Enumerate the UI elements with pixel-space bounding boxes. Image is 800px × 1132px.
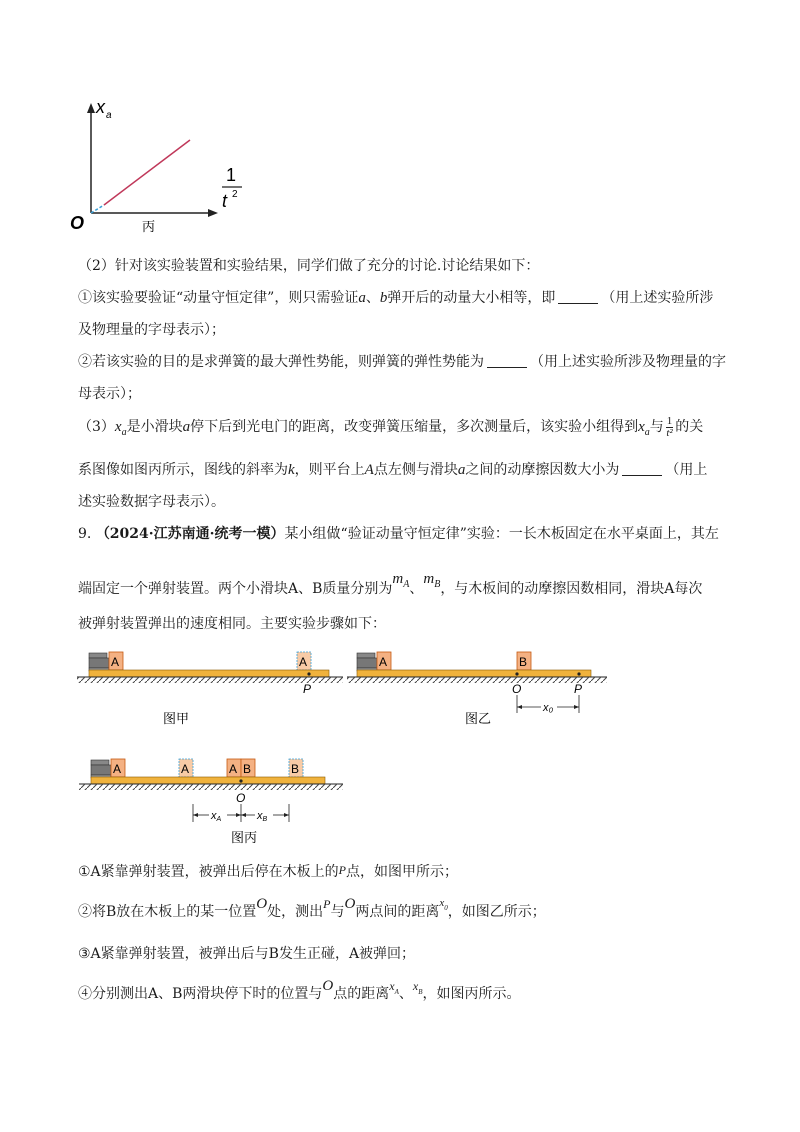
q3-line2-text-e: （用上 xyxy=(665,462,708,478)
q9-mass-b-sub: B xyxy=(434,578,441,590)
xb-arrowhead-left xyxy=(241,813,246,817)
launcher-body xyxy=(89,658,109,668)
step-2-x0-sub: 0 xyxy=(444,903,448,912)
q3-fraction xyxy=(666,416,674,439)
launcher-body xyxy=(357,658,377,668)
figure-jia xyxy=(75,645,350,730)
q3-var-a2: a xyxy=(457,462,466,478)
graph-x-den: t xyxy=(222,191,228,211)
point-o xyxy=(515,672,518,675)
step-4-xb-sub: B xyxy=(418,987,423,996)
q2-item2-text-c: 母表示）； xyxy=(78,386,141,402)
q3-var-x2: x xyxy=(638,419,645,435)
step-4-text-b: 点的距离 xyxy=(333,986,390,1002)
q2-item1-text-c: （用上述实验所涉 xyxy=(601,290,714,306)
q2-item1-var-b: b xyxy=(379,290,388,306)
q3-text-c: 停下后到光电门的距离，改变弹簧压缩量，多次测量后，该实验小组得到 xyxy=(190,419,639,435)
q3-answer-blank[interactable] xyxy=(622,461,662,476)
q3-text-b: 是小滑块 xyxy=(126,419,183,435)
label-o: O xyxy=(512,682,522,696)
step-2-text-a: ②将B放在木板上的某一位置 xyxy=(78,904,257,920)
label-p: P xyxy=(303,682,312,696)
step-2-text-b: 处，测出 xyxy=(267,904,324,920)
graph-dashed-segment xyxy=(91,205,104,213)
step-2-point-o2: O xyxy=(344,896,356,912)
board xyxy=(357,670,591,677)
q3-var-A: A xyxy=(364,462,374,478)
step-4-sep: 、 xyxy=(398,986,413,1002)
q2-intro xyxy=(78,256,539,276)
q9-line3 xyxy=(78,614,386,634)
block-a-label: A xyxy=(379,655,388,669)
figure-yi xyxy=(345,645,620,735)
figure-jia-caption: 图甲 xyxy=(163,711,190,726)
graph-origin: O xyxy=(70,213,85,233)
q3-frac-den: t² xyxy=(666,426,673,439)
label-p: P xyxy=(574,682,583,696)
block-a-final-label: A xyxy=(299,655,308,669)
step-2 xyxy=(78,896,546,930)
point-p xyxy=(577,672,580,675)
xb-arrowhead-right xyxy=(284,813,289,817)
q9-mass-a: m xyxy=(392,571,404,587)
q9-sep: 、 xyxy=(409,581,424,597)
launcher-body xyxy=(91,765,111,775)
q9-mass-b: m xyxy=(423,571,435,587)
q2-item1-text-b: 弹开后的动量大小相等，即 xyxy=(387,290,556,306)
q2-item2-line2 xyxy=(78,384,141,404)
step-1-text-a: ①A紧靠弹射装置，被弹出后停在木板上的 xyxy=(78,864,339,880)
step-1-text-b: 点，如图甲所示； xyxy=(346,864,459,880)
graph-x-exp: 2 xyxy=(232,189,238,200)
step-1-point-p: P xyxy=(338,863,347,877)
block-b-collision-label: B xyxy=(243,762,252,776)
q2-item1-text-d: 及物理量的字母表示）； xyxy=(78,322,225,338)
q2-item2-text-b: （用上述实验所涉及物理量的字 xyxy=(530,354,726,370)
block-a-label: A xyxy=(113,762,122,776)
q9-source: （2024·江苏南通·统考一模） xyxy=(95,526,285,542)
x-axis-arrow xyxy=(208,209,218,217)
q3-var-k: k xyxy=(288,462,295,478)
board xyxy=(91,777,325,784)
block-a-rebound-label: A xyxy=(181,762,190,776)
q9-line3-text: 被弹射装置弹出的速度相同。主要实验步骤如下： xyxy=(78,616,386,632)
step-4-xa: x xyxy=(389,979,395,993)
q9-line2 xyxy=(78,571,703,608)
q2-item1-text-a: ①该实验要验证“动量守恒定律”，则只需验证 xyxy=(78,290,359,306)
q3-line3 xyxy=(78,492,225,512)
board xyxy=(89,670,329,677)
x0-arrowhead-left xyxy=(517,705,522,709)
figure-bing-caption: 图丙 xyxy=(231,830,258,845)
step-2-text-d: 两点间的距离 xyxy=(355,904,440,920)
q2-item1-answer-blank[interactable] xyxy=(558,289,598,304)
block-b-final-label: B xyxy=(291,762,300,776)
q9-line2-text-b: ，与木板间的动摩擦因数相同，滑块A每次 xyxy=(440,581,703,597)
y-axis-arrow xyxy=(87,103,95,113)
q3-var-x2-sub: a xyxy=(644,426,650,438)
q2-item1-var-a: a xyxy=(358,290,366,306)
q3-line1 xyxy=(78,414,703,446)
launcher xyxy=(357,653,375,658)
step-2-text-c: 与 xyxy=(330,904,345,920)
point-o xyxy=(239,779,242,782)
ground-hatch xyxy=(79,784,343,790)
q9-number: 9. xyxy=(78,526,92,542)
step-3-text: ③A紧靠弹射装置，被弹出后与B发生正碰，A被弹回； xyxy=(78,946,416,962)
graph-data-line xyxy=(104,140,190,205)
step-4 xyxy=(78,978,521,1012)
q2-item1-sep: 、 xyxy=(365,290,380,306)
block-b-label: B xyxy=(519,655,528,669)
xa-vs-inv-t2-graph xyxy=(60,95,260,245)
graph-caption: 丙 xyxy=(142,219,156,234)
q3-var-x: x xyxy=(114,419,122,435)
step-2-text-e: ，如图乙所示； xyxy=(447,904,546,920)
q3-line2-text-d: 之间的动摩擦因数大小为 xyxy=(465,462,620,478)
q3-var-a: a xyxy=(182,419,191,435)
xa-arrowhead-right xyxy=(236,813,241,817)
graph-y-sub: a xyxy=(106,110,112,121)
launcher xyxy=(91,760,109,765)
q2-intro-text: （2）针对该实验装置和实验结果，同学们做了充分的讨论.讨论结果如下： xyxy=(78,258,540,274)
x0-arrowhead-right xyxy=(574,705,579,709)
q3-line2-text-b: ，则平台上 xyxy=(294,462,365,478)
q2-item1-line2 xyxy=(78,320,225,340)
point-p xyxy=(307,672,310,675)
step-2-x0: x xyxy=(439,897,445,909)
block-a-collision-label: A xyxy=(229,762,238,776)
q9-mass-a-sub: A xyxy=(403,578,410,590)
figure-bing xyxy=(75,752,375,852)
q2-item2-line1 xyxy=(78,352,726,372)
step-4-xa-sub: A xyxy=(394,987,399,996)
ground-hatch xyxy=(347,677,607,683)
q3-line3-text: 述实验数据字母表示）。 xyxy=(78,494,225,510)
step-4-text-a: ④分别测出A、B两滑块停下时的位置与 xyxy=(78,986,323,1002)
figure-yi-caption: 图乙 xyxy=(465,711,492,726)
step-4-point-o: O xyxy=(322,978,334,994)
step-3 xyxy=(78,944,415,964)
step-2-point-p: P xyxy=(323,897,331,911)
q3-line2-text-c: 点左侧与滑块 xyxy=(373,462,458,478)
q3-frac-num: 1 xyxy=(666,414,673,427)
q9-line1-text: 某小组做“验证动量守恒定律”实验：一长木板固定在水平桌面上，其左 xyxy=(284,526,719,542)
step-2-point-o: O xyxy=(256,896,268,912)
label-o: O xyxy=(236,791,246,805)
q3-text-e: 的关 xyxy=(675,419,704,435)
q3-line2 xyxy=(78,460,707,480)
block-a-label: A xyxy=(111,655,120,669)
q2-item1-line1 xyxy=(78,288,713,308)
q3-line2-text-a: 系图像如图丙所示，图线的斜率为 xyxy=(78,462,288,478)
label-xa: xA xyxy=(211,810,222,823)
step-4-text-c: ，如图丙所示。 xyxy=(422,986,521,1002)
q2-item2-text-a: ②若该实验的目的是求弹簧的最大弹性势能，则弹簧的弹性势能为 xyxy=(78,354,484,370)
q9-line2-text-a: 端固定一个弹射装置。两个小滑块A、B质量分别为 xyxy=(78,581,393,597)
xa-arrowhead-left xyxy=(193,813,198,817)
q2-item2-answer-blank[interactable] xyxy=(487,353,527,368)
label-xb: xB xyxy=(257,810,268,823)
q9-line1 xyxy=(78,524,719,544)
label-x0: x₀ xyxy=(543,702,554,714)
graph-x-num: 1 xyxy=(226,165,237,185)
q3-text-a: （3） xyxy=(78,419,115,435)
launcher xyxy=(89,653,107,658)
q3-var-x-sub: a xyxy=(121,426,127,438)
step-4-xb: x xyxy=(412,979,419,993)
q3-text-d: 与 xyxy=(649,419,664,435)
step-1 xyxy=(78,862,458,882)
graph-y-label: x xyxy=(96,97,105,117)
